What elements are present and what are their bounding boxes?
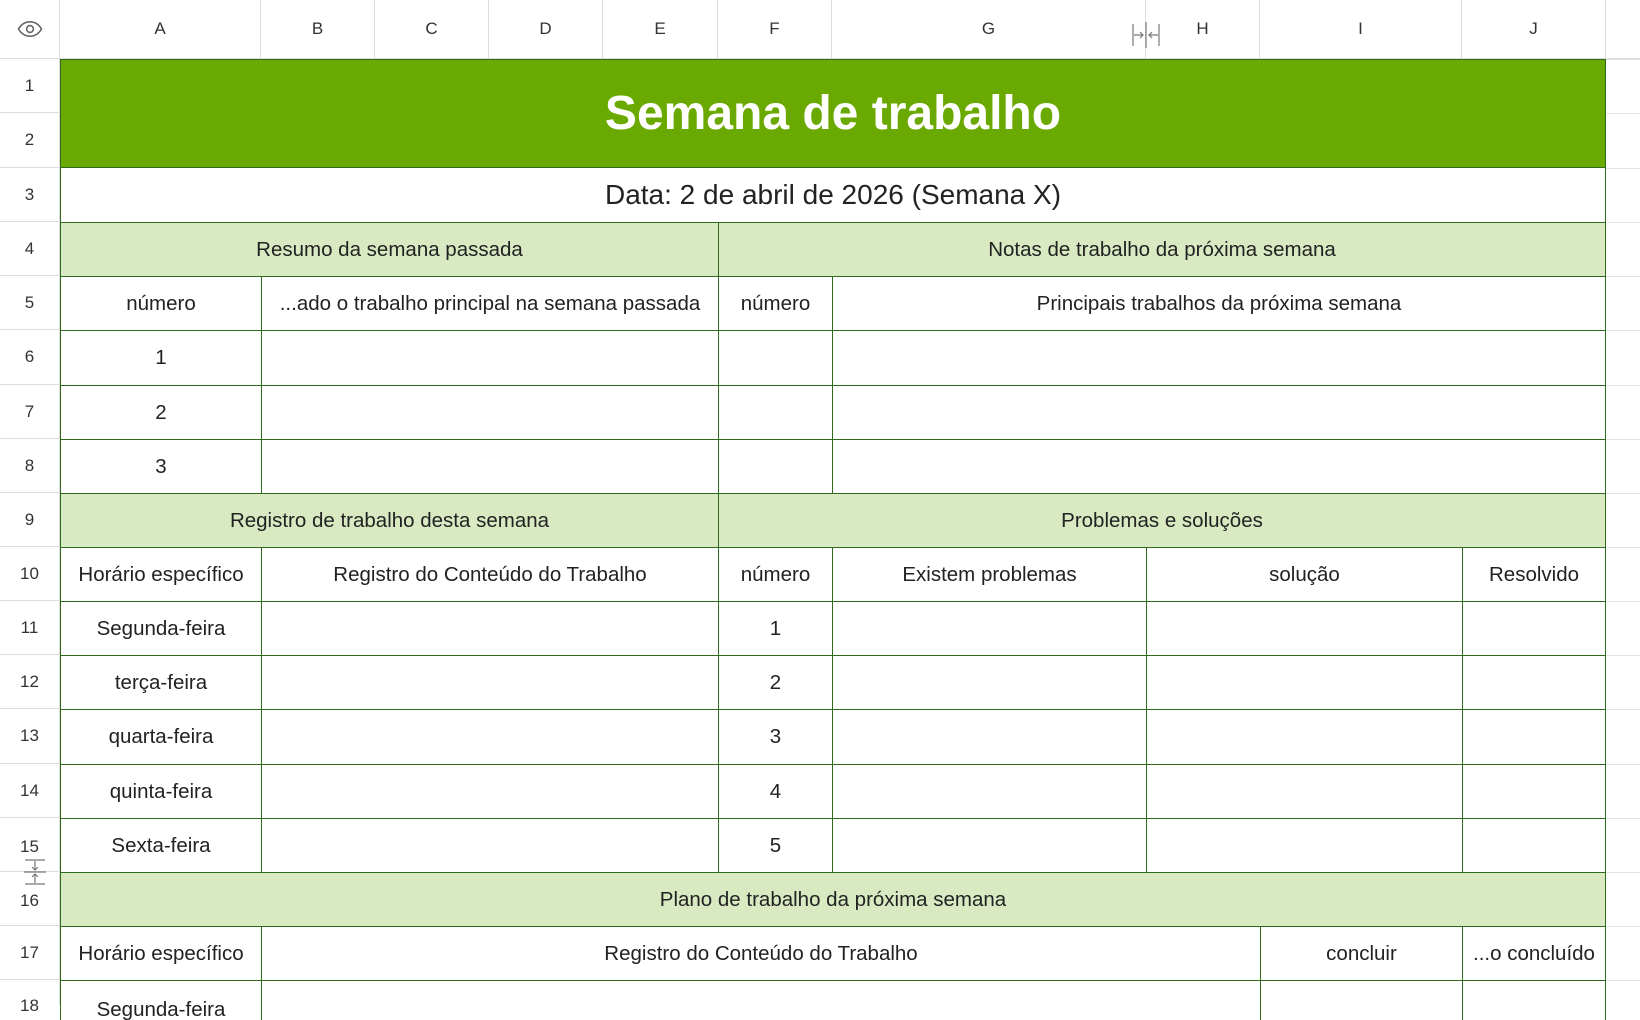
notes-header: Notas de trabalho da próxima semana xyxy=(988,237,1336,261)
empty-cell[interactable] xyxy=(261,330,719,386)
empty-cell[interactable] xyxy=(261,980,1261,1020)
work-content-record-label: Registro do Conteúdo do Trabalho xyxy=(604,941,918,965)
problem-number-cell[interactable] xyxy=(718,601,833,656)
empty-cell[interactable] xyxy=(1462,764,1606,819)
summary-header-cell[interactable] xyxy=(60,222,719,277)
problem-number: 4 xyxy=(769,779,782,803)
empty-cell[interactable] xyxy=(1146,709,1463,765)
row-header-label: 12 xyxy=(20,671,39,691)
problems-exist-label: Existem problemas xyxy=(902,562,1077,586)
gridline xyxy=(1606,818,1640,819)
row-header-8[interactable] xyxy=(0,439,60,493)
row-header-label: 15 xyxy=(20,836,39,856)
summary-number-cell[interactable] xyxy=(60,439,262,494)
row-header-14[interactable] xyxy=(0,764,60,818)
row-header-5[interactable] xyxy=(0,276,60,330)
main-work-next-week-cell[interactable] xyxy=(832,276,1606,331)
column-header-b[interactable] xyxy=(261,0,375,59)
weekday-cell[interactable] xyxy=(60,818,262,873)
empty-cell[interactable] xyxy=(1462,655,1606,710)
row-header-2[interactable] xyxy=(0,113,60,168)
column-header-label: E xyxy=(654,19,666,38)
row-header-3[interactable] xyxy=(0,168,60,222)
empty-cell[interactable] xyxy=(1462,818,1606,873)
resolved-label: Resolvido xyxy=(1488,562,1580,586)
empty-cell[interactable] xyxy=(718,330,833,386)
row-header-4[interactable] xyxy=(0,222,60,276)
empty-cell[interactable] xyxy=(261,818,719,873)
column-header-c[interactable] xyxy=(375,0,489,59)
column-header-label: J xyxy=(1529,19,1538,38)
gridline xyxy=(1606,439,1640,440)
row-resize-icon[interactable] xyxy=(22,859,48,890)
select-all-corner[interactable] xyxy=(0,0,60,59)
row-header-label: 8 xyxy=(24,455,35,475)
date-text: Data: 2 de abril de 2026 (Semana X) xyxy=(604,179,1062,210)
row-header-label: 14 xyxy=(20,780,39,800)
column-header-d[interactable] xyxy=(489,0,603,59)
log-header: Registro de trabalho desta semana xyxy=(229,508,550,532)
work-content-record-cell[interactable] xyxy=(261,547,719,602)
summary-number: 1 xyxy=(155,346,167,369)
column-header-f[interactable] xyxy=(718,0,832,59)
date-cell[interactable] xyxy=(60,167,1606,223)
specific-time-cell[interactable] xyxy=(60,547,262,602)
plan-header: Plano de trabalho da próxima semana xyxy=(659,887,1007,911)
problems-header: Problemas e soluções xyxy=(1061,508,1263,532)
sheet-title-cell[interactable] xyxy=(60,59,1606,168)
empty-cell[interactable] xyxy=(832,709,1147,765)
resolved-cell[interactable] xyxy=(1462,547,1606,602)
completed-label: ...o concluído xyxy=(1473,941,1595,965)
empty-cell[interactable] xyxy=(832,655,1147,710)
empty-cell[interactable] xyxy=(1260,980,1463,1020)
summary-number: 2 xyxy=(155,400,167,424)
weekday-cell[interactable] xyxy=(60,980,262,1020)
gridline xyxy=(1606,926,1640,927)
row-header-label: 5 xyxy=(24,292,35,312)
summary-number: 3 xyxy=(155,454,167,478)
gridline xyxy=(1606,113,1640,114)
column-header-a[interactable] xyxy=(60,0,261,59)
gridline xyxy=(1606,764,1640,765)
gridline xyxy=(1606,168,1640,169)
gridline xyxy=(1606,330,1640,331)
row-header-label: 4 xyxy=(24,238,35,258)
problem-number-cell[interactable] xyxy=(718,764,833,819)
empty-cell[interactable] xyxy=(832,385,1606,440)
empty-cell[interactable] xyxy=(261,439,719,494)
work-content-record-label: Registro do Conteúdo do Trabalho xyxy=(333,562,647,586)
gridline xyxy=(1606,276,1640,277)
solution-cell[interactable] xyxy=(1146,547,1463,602)
summary-number-cell[interactable] xyxy=(60,330,262,386)
problem-number: 5 xyxy=(769,833,782,857)
weekday-cell[interactable] xyxy=(60,655,262,710)
specific-time-label: Horário específico xyxy=(78,941,244,965)
row-header-10[interactable] xyxy=(0,547,60,601)
complete-label: concluir xyxy=(1326,941,1397,965)
row-header-label: 3 xyxy=(24,184,35,204)
weekday-label: Segunda-feira xyxy=(96,998,226,1020)
sheet-title: Semana de trabalho xyxy=(604,87,1062,140)
number-label-cell[interactable] xyxy=(60,276,262,331)
row-header-label: 18 xyxy=(20,996,39,1015)
column-header-label: C xyxy=(425,19,438,38)
weekday-label: Sexta-feira xyxy=(111,833,211,857)
specific-time-label: Horário específico xyxy=(78,562,244,586)
gridline xyxy=(1606,59,1640,60)
row-header-label: 7 xyxy=(24,401,35,421)
empty-cell[interactable] xyxy=(261,601,719,656)
problem-number-cell[interactable] xyxy=(718,655,833,710)
row-header-18[interactable] xyxy=(0,980,60,1015)
gridline xyxy=(1606,980,1640,981)
column-header-label: I xyxy=(1358,19,1363,38)
notes-header-cell[interactable] xyxy=(718,222,1606,277)
summary-number-cell[interactable] xyxy=(60,385,262,440)
gridline xyxy=(1606,872,1640,873)
column-header-label: B xyxy=(311,19,324,38)
empty-cell[interactable] xyxy=(1146,764,1463,819)
row-header-label: 6 xyxy=(24,347,35,366)
gridline xyxy=(1606,222,1640,223)
weekday-label: quarta-feira xyxy=(108,725,214,748)
column-header-e[interactable] xyxy=(603,0,718,59)
gridline xyxy=(1606,709,1640,710)
plan-header-cell[interactable] xyxy=(60,872,1606,927)
row-header-label: 9 xyxy=(24,509,35,529)
number-label-cell[interactable] xyxy=(718,547,833,602)
problem-number-cell[interactable] xyxy=(718,709,833,765)
empty-cell[interactable] xyxy=(261,385,719,440)
problem-number: 1 xyxy=(769,616,782,640)
row-header-label: 1 xyxy=(24,75,35,95)
empty-cell[interactable] xyxy=(832,601,1147,656)
empty-cell[interactable] xyxy=(832,818,1147,873)
number-label: número xyxy=(126,291,196,315)
empty-cell[interactable] xyxy=(261,709,719,765)
number-label-cell[interactable] xyxy=(718,276,833,331)
column-header-label: F xyxy=(769,19,780,38)
number-label: número xyxy=(740,562,811,586)
problems-exist-cell[interactable] xyxy=(832,547,1147,602)
weekday-cell[interactable] xyxy=(60,764,262,819)
empty-cell[interactable] xyxy=(832,764,1147,819)
row-header-label: 17 xyxy=(20,942,39,962)
main-work-next-week-label: Principais trabalhos da próxima semana xyxy=(1036,291,1402,315)
empty-cell[interactable] xyxy=(1462,980,1606,1020)
empty-cell[interactable] xyxy=(1146,655,1463,710)
empty-cell[interactable] xyxy=(1146,818,1463,873)
weekday-label: terça-feira xyxy=(114,670,208,694)
column-header-label: G xyxy=(981,19,996,38)
eye-icon[interactable] xyxy=(17,21,43,37)
row-header-7[interactable] xyxy=(0,385,60,439)
column-resize-icon[interactable] xyxy=(1132,22,1160,53)
column-header-h[interactable] xyxy=(1146,0,1260,59)
empty-cell[interactable] xyxy=(718,439,833,494)
row-header-label: 16 xyxy=(20,890,39,910)
row-header-label: 11 xyxy=(20,617,39,637)
empty-cell[interactable] xyxy=(261,655,719,710)
row-header-6[interactable] xyxy=(0,330,60,385)
log-header-cell[interactable] xyxy=(60,493,719,548)
empty-cell[interactable] xyxy=(1146,601,1463,656)
problem-number: 3 xyxy=(769,725,782,748)
weekday-label: quinta-feira xyxy=(109,779,213,803)
empty-cell[interactable] xyxy=(261,764,719,819)
empty-cell[interactable] xyxy=(832,330,1606,386)
complete-cell[interactable] xyxy=(1260,926,1463,981)
row-header-11[interactable] xyxy=(0,601,60,655)
gridline xyxy=(1606,385,1640,386)
empty-cell[interactable] xyxy=(1462,709,1606,765)
weekday-label: Segunda-feira xyxy=(96,616,226,640)
row-header-label: 10 xyxy=(20,563,39,583)
main-work-last-week-cell[interactable] xyxy=(261,276,719,331)
solution-label: solução xyxy=(1269,562,1340,586)
work-content-record-cell[interactable] xyxy=(261,926,1261,981)
column-header-label: D xyxy=(539,19,552,38)
empty-cell[interactable] xyxy=(718,385,833,440)
row-header-1[interactable] xyxy=(0,59,60,113)
main-work-last-week-label: ...ado o trabalho principal na semana passada xyxy=(279,291,701,315)
column-header-label: H xyxy=(1196,19,1209,38)
column-header-i[interactable] xyxy=(1260,0,1462,59)
row-header-12[interactable] xyxy=(0,655,60,709)
summary-header: Resumo da semana passada xyxy=(256,237,523,261)
row-header-label: 13 xyxy=(20,726,39,745)
column-header-label: A xyxy=(154,19,166,38)
empty-cell[interactable] xyxy=(1462,601,1606,656)
completed-cell[interactable] xyxy=(1462,926,1606,981)
gridline xyxy=(1606,493,1640,494)
weekday-cell[interactable] xyxy=(60,709,262,765)
problem-number: 2 xyxy=(769,670,782,694)
row-header-13[interactable] xyxy=(0,709,60,764)
gridline xyxy=(1606,655,1640,656)
specific-time-cell[interactable] xyxy=(60,926,262,981)
row-header-17[interactable] xyxy=(0,926,60,980)
column-header-g[interactable] xyxy=(832,0,1146,59)
gridline xyxy=(1606,601,1640,602)
column-header-j[interactable] xyxy=(1462,0,1606,59)
weekday-cell[interactable] xyxy=(60,601,262,656)
number-label: número xyxy=(740,291,811,315)
gridline xyxy=(1606,547,1640,548)
row-header-label: 2 xyxy=(24,130,35,149)
column-header-empty xyxy=(1606,0,1640,59)
problems-header-cell[interactable] xyxy=(718,493,1606,548)
empty-cell[interactable] xyxy=(832,439,1606,494)
row-header-9[interactable] xyxy=(0,493,60,547)
problem-number-cell[interactable] xyxy=(718,818,833,873)
